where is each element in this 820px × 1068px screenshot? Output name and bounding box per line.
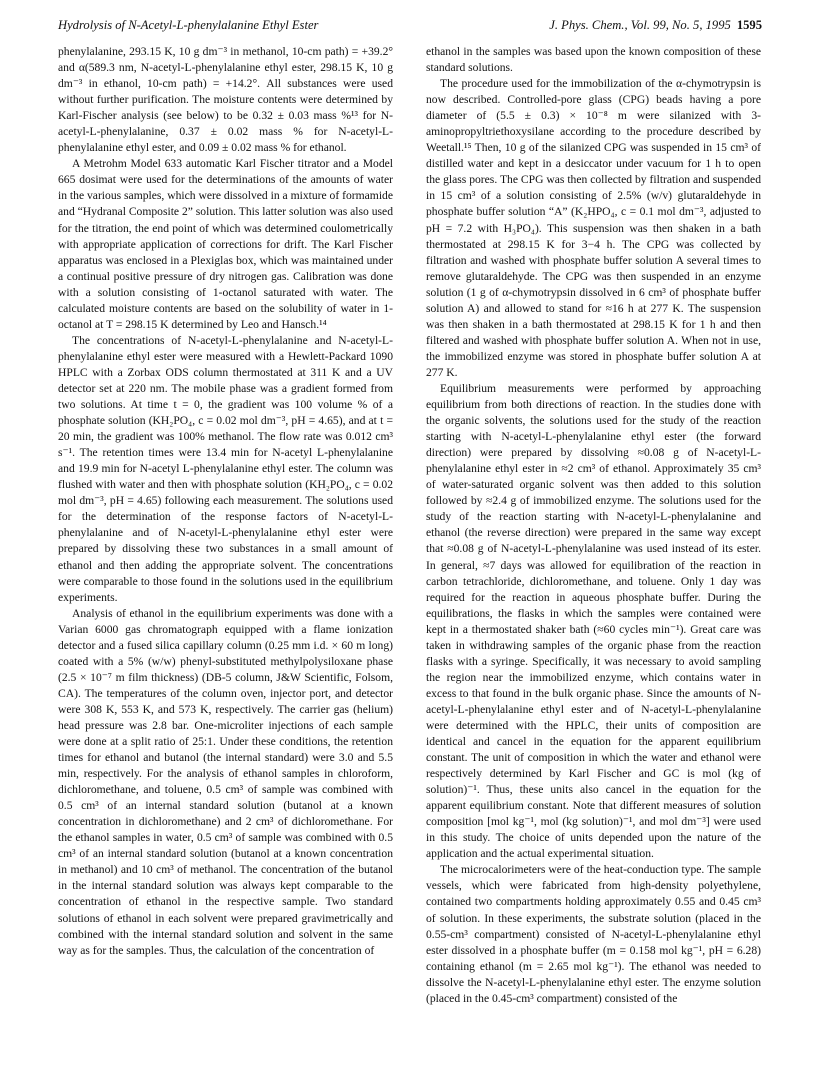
paragraph: The concentrations of N-acetyl-L-phenylalanine and N-acetyl-L-phenylalanine ethyl ester were measured with a Hewlett-Packard 1090 HPLC with a Zorbax ODS column thermostated at 311 K and a UV detector set at 220 nm. The mobile phase was a gradient formed from two solutions. At time t = 0, the gradient was 100 volume % of a phosphate solution (KH₂PO₄, c = 0.02 mol dm⁻³, pH = 4.65), and at t = 20 min, the gradient was 100% methanol. The flow rate was 0.012 cm³ s⁻¹. The retention times were 13.4 min for N-acetyl L-phenylalanine and 19.9 min for N-acetyl L-phenylalanine ethyl ester. The column was flushed with water and then with phosphate solution (KH₂PO₄, c = 0.02 mol dm⁻³, pH = 4.65) following each measurement. The solutions used for the determination of the response factors of N-acetyl-L-phenylalanine and of N-acetyl-L-phenylalanine ethyl ester were prepared by dissolving these two substances in a small amount of ethanol and then adding the appropriate solvent. The concentrations were comparable to those found in the solutions used in the equilibrium experiments. (58, 333, 393, 604)
paragraph: The microcalorimeters were of the heat-conduction type. The sample vessels, which were fabricated from high-density polyethylene, contained two compartments holding approximately 0.55 and 0.45 cm³ of solution. In these experiments, the substrate solution (placed in the 0.55-cm³ compartment) consisted of N-acetyl-L-phenylalanine ethyl ester dissolved in a phosphate buffer (m = 0.158 mol kg⁻¹, pH = 6.28) containing ethanol (m = 2.65 mol kg⁻¹). The ethanol was needed to dissolve the N-acetyl-L-phenylalanine ethyl ester. The enzyme solution (placed in the 0.45-cm³ compartment) consisted of the (426, 863, 761, 1005)
left-column (58, 44, 393, 959)
paragraph: Analysis of ethanol in the equilibrium experiments was done with a Varian 6000 gas chromatograph equipped with a flame ionization detector and a fused silica capillary column (0.25 mm i.d. × 60 m long) coated with a 5% (w/w) phenyl-substituted methylpolysiloxane phase (2.5 × 10⁻⁷ m film thickness) (DB-5 column, J&W Scientific, Folsom, CA). The temperatures of the column oven, injector port, and detector were 308 K, 553 K, and 573 K, respectively. The carrier gas (helium) head pressure was 2.8 bar. One-microliter injections of each sample were done at a split ratio of 25:1. Under these conditions, the retention times for ethanol and butanol (the internal standard) were 3.0 and 5.5 min, respectively. For the analysis of ethanol samples in chloroform, dichloromethane, and toluene, 0.5 cm³ of sample was combined with 0.5 cm³ of an internal standard solution (butanol at a known concentration in dichloromethane) and 2 cm³ of dichloromethane. For the ethanol samples in water, 0.5 cm³ of sample was combined with 0.5 cm³ of an internal standard solution (butanol at a known concentration in methanol) and 10 cm³ of methanol. The concentration of the butanol in the internal standard solution was always kept comparable to the concentration of ethanol in the respective sample. Two standard solutions of ethanol in each solvent were prepared gravimetrically and combined with the internal standard solution and solvent in the same way as for the samples. Thus, the calculation of the concentration of (58, 606, 393, 957)
paragraph: A Metrohm Model 633 automatic Karl Fischer titrator and a Model 665 dosimat were used for the determinations of the amounts of water in the various samples, which were dissolved in a mixture of formamide and “Hydranal Composite 2” solution. This latter solution was also used for the titration, the end point of which was determined coulometrically with appropriate application of corrections for drift. The Karl Fischer apparatus was enclosed in a Plexiglas box, which was maintained under a continual positive pressure of dry nitrogen gas. Calibration was done with a solution consisting of 1-octanol saturated with water. The calculated moisture contents are based on the solubility of water in 1-octanol at T = 298.15 K determined by Leo and Hansch.¹⁴ (58, 157, 393, 331)
right-column (426, 44, 761, 1007)
page-number: 1595 (736, 18, 762, 32)
paragraph: ethanol in the samples was based upon the known composition of these standard solutions. (426, 45, 761, 75)
running-title: Hydrolysis of N-Acetyl-L-phenylalanine Ethyl Ester (58, 18, 319, 32)
journal-name: J. Phys. Chem., Vol. 99, No. 5, 1995 (549, 18, 731, 32)
running-header (58, 18, 762, 38)
paragraph: Equilibrium measurements were performed by approaching equilibrium from both directions of reaction. In the studies done with the organic solvents, the solutions used for the study of the reaction starting with N-acetyl-L-phenylalanine ethyl ester (the forward direction) were prepared by dissolving ≈0.08 g of N-acetyl-L-phenylalanine ethyl ester in ≈2 cm³ of ethanol. Approximately 35 cm³ of water-saturated organic solvent was then added to this solution followed by ≈2.4 g of immobilized enzyme. The solutions used for the study of the reaction starting with N-acetyl-L-phenylalanine and ethanol (the reverse direction) were prepared in the same way except that ≈0.08 g of N-acetyl-L-phenylalanine was used instead of its ester. In general, ≈7 days was allowed for equilibration of the reaction in carbon tetrachloride, dichloromethane, and toluene. Only 1 day was required for the reaction in aqueous phosphate buffer. During the equilibrations, the flasks in which the samples were contained were kept in a thermostated shaker bath (≈60 cycles min⁻¹). Great care was taken in withdrawing samples of the organic phase from the reaction flasks with a syringe. Specifically, it was necessary to avoid sampling the region near the immobilized enzyme, which contains water in excess to that found in the bulk organic phase. Since the amounts of N-acetyl-L-phenylalanine ethyl ester and of N-acetyl-L-phenylalanine were determined with the HPLC, their units of composition are identical and cancel in the equation for the apparent equilibrium constant. The unit of composition in which the water and ethanol were respectively determined by Karl Fischer and GC is mol (kg of solution)⁻¹. Thus, these units also cancel in the equation for the apparent equilibrium constant. Note that different measures of solution composition [mol kg⁻¹, mol (kg solution)⁻¹, and mol dm⁻³] were used in this study. The choice of units depended upon the nature of the application and the actual experimental situation. (426, 381, 761, 861)
journal-citation (549, 18, 762, 33)
paragraph: phenylalanine, 293.15 K, 10 g dm⁻³ in methanol, 10-cm path) = +39.2° and α(589.3 nm, N-acetyl-L-phenylalanine ethyl ester, 298.15 K, 10 g dm⁻³ in ethanol, 10-cm path) = +14.2°. All substances were used without further purification. The moisture contents were determined by Karl-Fischer analysis (see below) to be 0.32 ± 0.03 mass %¹³ for N-acetyl-L-phenylalanine, 0.37 ± 0.02 mass % for N-acetyl-L-phenylalanine ethyl ester, and 0.09 ± 0.02 mass % for ethanol. (58, 45, 393, 155)
paragraph: The procedure used for the immobilization of the α-chymotrypsin is now described. Controlled-pore glass (CPG) beads having a pore diameter of (5.5 ± 0.3) × 10⁻⁸ m were silanized with 3-aminopropyltriethoxysilane according to the procedure described by Weetall.¹⁵ Then, 10 g of the silanized CPG was suspended in 15 cm³ of distilled water and kept in a desiccator under vacuum for 1 h to open the glass pores. The CPG was then collected by filtration and suspended in 15 cm³ of a solution consisting of 2.5% (w/v) glutaraldehyde in phosphate buffer solution “A” (K₂HPO₄, c = 0.1 mol dm⁻³, adjusted to pH = 7.2 with H₃PO₄). This suspension was then shaken in a bath thermostated at 298.15 K for 3−4 h. The CPG was collected by filtration and washed with phosphate buffer solution A several times to remove glutaraldehyde. The CPG was then suspended in an enzyme solution (1 g of α-chymotrypsin dissolved in 6 cm³ of phosphate buffer solution A) and allowed to stand for ≈16 h at 277 K. The suspension was then shaken in a bath thermostated at 298.15 K for 1 h and then filtered and washed with phosphate buffer solution A. When not in use, the immobilized enzyme was stored in phosphate buffer solution A at 277 K. (426, 77, 761, 379)
